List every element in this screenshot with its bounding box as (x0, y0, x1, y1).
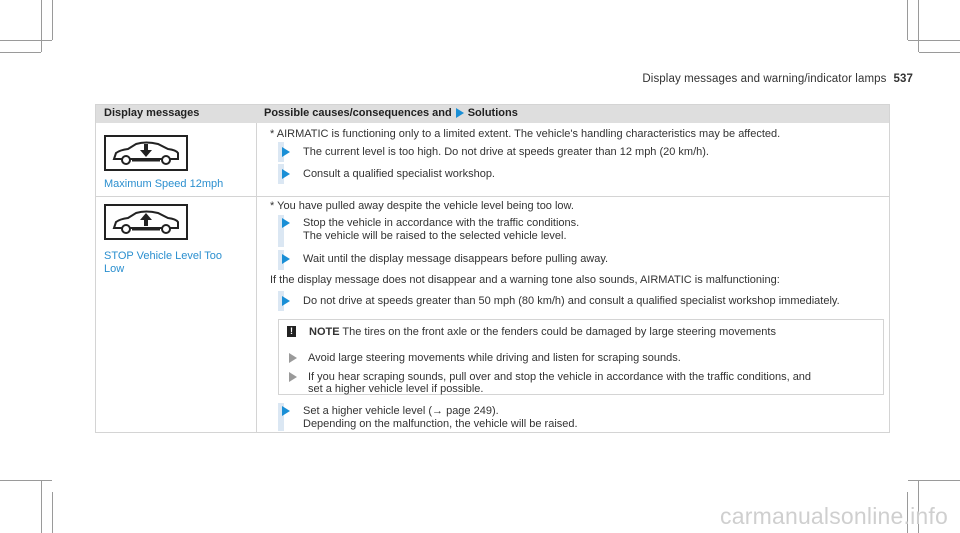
crop-mark (0, 40, 52, 41)
page-number: 537 (893, 73, 913, 85)
crop-mark (52, 0, 53, 40)
step-arrow-icon (289, 372, 297, 382)
warning-icon: ! (287, 326, 296, 337)
page-header (642, 73, 913, 85)
crop-mark (908, 480, 960, 481)
crop-mark (907, 0, 908, 40)
row2-step4-line1: Set a higher vehicle level (→ page 249). (303, 405, 499, 417)
row-divider (96, 196, 889, 197)
crop-mark (52, 492, 53, 533)
row2-cause: * You have pulled away despite the vehicle level being too low. (270, 200, 574, 212)
watermark-text: carmanualsonline.info (720, 503, 948, 529)
step-arrow-icon (282, 296, 290, 306)
step-arrow-icon (282, 218, 290, 228)
message-line: STOP Vehicle Level Too (104, 250, 223, 262)
crop-mark (0, 52, 41, 53)
note-text (309, 326, 776, 339)
step-arrow-icon (289, 353, 297, 363)
step-arrow-icon (282, 169, 290, 179)
row1-cause: * AIRMATIC is functioning only to a limited extent. The vehicle's handling characteristics may be affected. (270, 128, 781, 140)
row1-step2: Consult a qualified specialist workshop. (303, 168, 495, 180)
col-header-causes-label: Possible causes/consequences and (264, 107, 452, 119)
row2-step1-line1: Stop the vehicle in accordance with the traffic conditions. (303, 217, 580, 229)
column-divider (256, 123, 257, 432)
message-line: Low (104, 263, 125, 275)
step-arrow-icon (282, 147, 290, 157)
col-header-solutions-label: Solutions (467, 107, 518, 119)
display-messages-table (95, 104, 890, 433)
note-box (278, 319, 884, 395)
row2-step1-line2: The vehicle will be raised to the selected vehicle level. (303, 230, 567, 242)
crop-mark (0, 480, 52, 481)
crop-mark (918, 0, 919, 52)
col-header-solutions (264, 107, 518, 119)
step-arrow-icon (282, 406, 290, 416)
crop-mark (908, 40, 960, 41)
arrow-right-icon (456, 108, 464, 118)
crop-mark (919, 52, 960, 53)
row2-condition: If the display message does not disappear and a warning tone also sounds, AIRMATIC is malfunctioning: (270, 274, 780, 286)
table-header (96, 105, 889, 123)
vehicle-level-lower-icon (104, 135, 188, 171)
col-header-display-messages: Display messages (104, 107, 200, 119)
row2-step4-line2: Depending on the malfunction, the vehicle will be raised. (303, 418, 578, 430)
note-label: NOTE (309, 326, 340, 338)
note-item2-line1: If you hear scraping sounds, pull over and stop the vehicle in accordance with the traffic conditions, and (308, 371, 812, 383)
row1-step1: The current level is too high. Do not drive at speeds greater than 12 mph (20 km/h). (303, 146, 709, 158)
note-body: The tires on the front axle or the fenders could be damaged by large steering movements (342, 326, 776, 338)
section-title: Display messages and warning/indicator lamps (642, 73, 887, 85)
row2-step2: Wait until the display message disappears before pulling away. (303, 253, 609, 265)
message-maximum-speed: Maximum Speed 12mph (104, 178, 224, 190)
row2-step3: Do not drive at speeds greater than 50 mph (80 km/h) and consult a qualified specialist workshop immediately. (303, 295, 840, 307)
step-arrow-icon (282, 254, 290, 264)
note-item2-line2: set a higher vehicle level if possible. (308, 383, 484, 395)
note-item1: Avoid large steering movements while driving and listen for scraping sounds. (308, 352, 681, 364)
crop-mark (41, 0, 42, 52)
message-stop-vehicle-level-too-low (104, 250, 222, 276)
vehicle-level-raise-icon (104, 204, 188, 240)
crop-mark (41, 481, 42, 533)
